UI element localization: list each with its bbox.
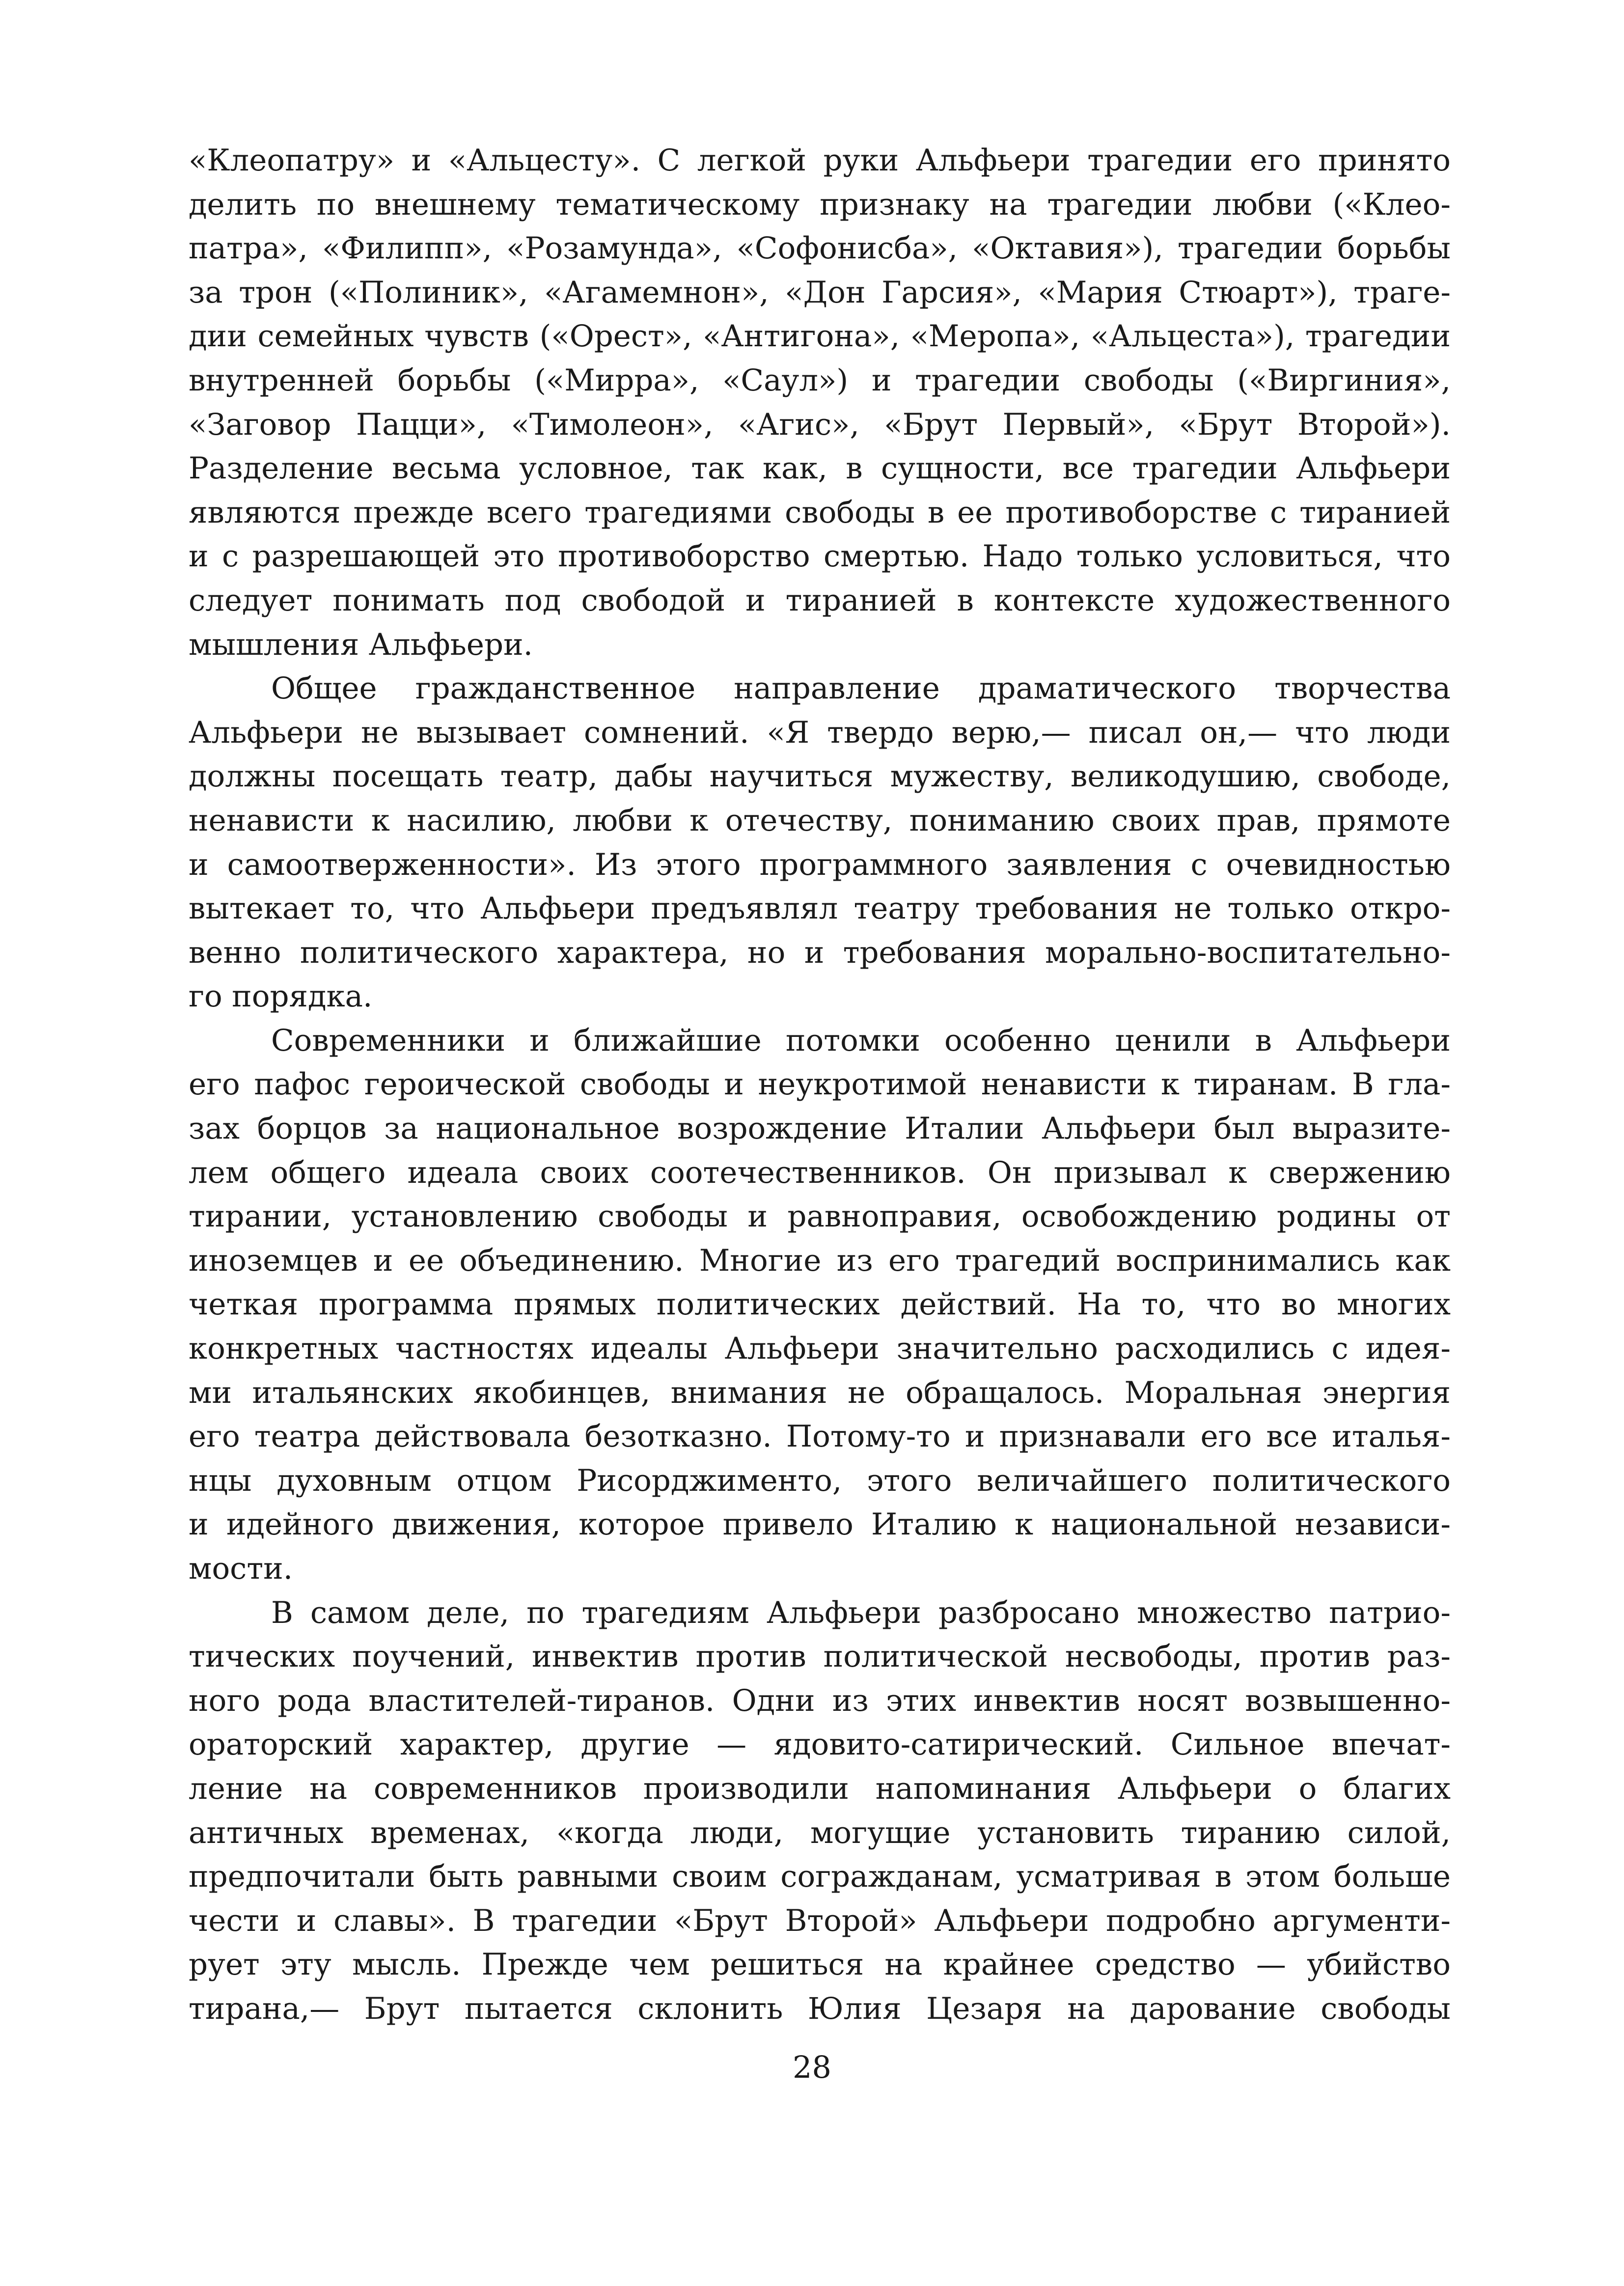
text-line: тирании, установлению свободы и равноправия, освобождению родины от <box>189 1199 1451 1234</box>
text-line: античных временах, «когда люди, могущие установить тиранию силой, <box>189 1815 1451 1850</box>
text-line: патра», «Филипп», «Розамунда», «Софонисба», «Октавия»), трагедии борьбы <box>189 231 1451 266</box>
text-line: мышления Альфьери. <box>189 627 533 662</box>
text-line: нцы духовным отцом Рисорджименто, этого величайшего политического <box>189 1463 1451 1498</box>
text-line: ораторский характер, другие — ядовито-сатирический. Сильное впечат- <box>189 1727 1451 1762</box>
text-line: внутренней борьбы («Мирра», «Саул») и трагедии свободы («Виргиния», <box>189 362 1451 398</box>
text-line: и с разрешающей это противоборство смертью. Надо только условиться, что <box>189 539 1451 574</box>
text-line: Альфьери не вызывает сомнений. «Я твердо верю,— писал он,— что люди <box>189 715 1451 750</box>
page-number: 28 <box>793 2049 831 2085</box>
text-line: Общее гражданственное направление драматического творчества <box>271 671 1451 706</box>
text-line: предпочитали быть равными своим согражданам, усматривая в этом больше <box>189 1859 1451 1895</box>
text-line: чести и славы». В трагедии «Брут Второй» Альфьери подробно аргументи- <box>189 1903 1451 1938</box>
text-line: В самом деле, по трагедиям Альфьери разбросано множество патрио- <box>271 1595 1451 1630</box>
text-line: дии семейных чувств («Орест», «Антигона», «Меропа», «Альцеста»), трагедии <box>189 319 1451 354</box>
text-line: тирана,— Брут пытается склонить Юлия Цезаря на дарование свободы <box>189 1991 1451 2026</box>
text-line: его пафос героической свободы и неукротимой ненависти к тиранам. В гла- <box>189 1067 1451 1102</box>
text-line: следует понимать под свободой и тиранией в контексте художественного <box>189 583 1451 618</box>
body-text <box>189 139 1451 2031</box>
text-line: лем общего идеала своих соотечественников. Он призывал к свержению <box>189 1155 1451 1190</box>
text-line: за трон («Полиник», «Агамемнон», «Дон Гарсия», «Мария Стюарт»), траге- <box>189 275 1451 310</box>
text-line: ление на современников производили напоминания Альфьери о благих <box>189 1771 1451 1806</box>
text-line: рует эту мысль. Прежде чем решиться на крайнее средство — убийство <box>189 1947 1451 1982</box>
text-line: Разделение весьма условное, так как, в сущности, все трагедии Альфьери <box>189 451 1451 486</box>
text-line: вытекает то, что Альфьери предъявлял театру требования не только откро- <box>189 891 1451 926</box>
text-line: го порядка. <box>189 979 373 1014</box>
paragraph <box>189 1591 1451 2031</box>
text-line: четкая программа прямых политических действий. На то, что во многих <box>189 1287 1451 1322</box>
text-line: конкретных частностях идеалы Альфьери значительно расходились с идея- <box>189 1331 1451 1366</box>
text-line: «Заговор Пацци», «Тимолеон», «Агис», «Брут Первый», «Брут Второй»). <box>189 407 1451 442</box>
paragraph <box>189 1019 1451 1591</box>
text-line: иноземцев и ее объединению. Многие из его трагедий воспринимались как <box>189 1243 1451 1278</box>
text-line: и идейного движения, которое привело Италию к национальной независи- <box>189 1507 1451 1542</box>
text-line: венно политического характера, но и требования морально-воспитательно- <box>189 935 1451 970</box>
text-line: его театра действовала безотказно. Потому-то и признавали его все италья- <box>189 1419 1451 1454</box>
text-line: делить по внешнему тематическому признаку на трагедии любви («Клео- <box>189 187 1451 222</box>
paragraph <box>189 667 1451 1019</box>
text-line: являются прежде всего трагедиями свободы в ее противоборстве с тиранией <box>189 495 1451 530</box>
paragraph <box>189 139 1451 667</box>
text-line: ного рода властителей-тиранов. Одни из этих инвектив носят возвышенно- <box>189 1683 1451 1718</box>
text-line: зах борцов за национальное возрождение Италии Альфьери был выразите- <box>189 1111 1451 1146</box>
text-line: ми итальянских якобинцев, внимания не обращалось. Моральная энергия <box>189 1375 1451 1410</box>
text-line: «Клеопатру» и «Альцесту». С легкой руки Альфьери трагедии его принято <box>189 143 1451 178</box>
text-line: Современники и ближайшие потомки особенно ценили в Альфьери <box>271 1023 1451 1058</box>
text-line: должны посещать театр, дабы научиться мужеству, великодушию, свободе, <box>189 759 1451 794</box>
text-line: и самоотверженности». Из этого программного заявления с очевидностью <box>189 847 1451 882</box>
text-line: мости. <box>189 1551 293 1586</box>
text-line: ненависти к насилию, любви к отечеству, пониманию своих прав, прямоте <box>189 803 1451 838</box>
text-line: тических поучений, инвектив против политической несвободы, против раз- <box>189 1639 1451 1674</box>
